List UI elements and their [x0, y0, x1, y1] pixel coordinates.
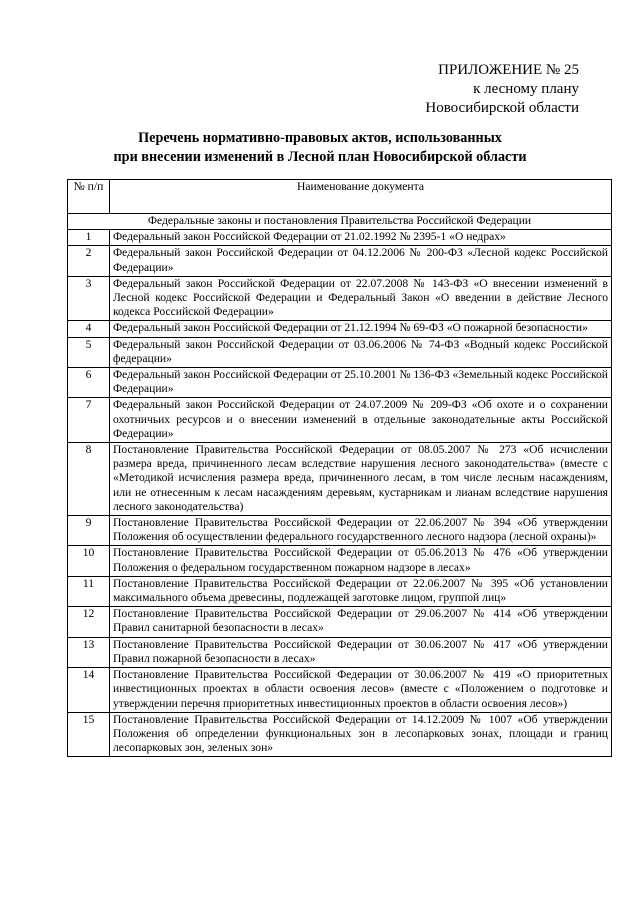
row-number: 7 [68, 398, 110, 443]
table-row [68, 230, 612, 246]
table-row [68, 607, 612, 637]
section-title: Федеральные законы и постановления Правительства Российской Федерации [68, 214, 612, 230]
appendix-to: к лесному плану [473, 81, 579, 97]
row-number: 2 [68, 246, 110, 276]
row-document-name: Федеральный закон Российской Федерации от 21.12.1994 № 69-ФЗ «О пожарной безопасности» [110, 321, 612, 337]
appendix-number: ПРИЛОЖЕНИЕ № 25 [438, 62, 579, 78]
row-number: 13 [68, 637, 110, 667]
row-number: 1 [68, 230, 110, 246]
row-number: 9 [68, 516, 110, 546]
table-row [68, 576, 612, 606]
row-number: 5 [68, 337, 110, 367]
table-row [68, 368, 612, 398]
table-row [68, 712, 612, 757]
row-document-name: Федеральный закон Российской Федерации от 24.07.2009 № 209-ФЗ «Об охоте и о сохранении охотничьих ресурсов и о внесении изменений в отдельные законодательные акты Российской Федерации» [110, 398, 612, 443]
table-row [68, 637, 612, 667]
table-row [68, 668, 612, 713]
row-number: 10 [68, 546, 110, 576]
title-line-2: при внесении изменений в Лесной план Новосибирской области [113, 149, 527, 165]
row-number: 11 [68, 576, 110, 606]
row-document-name: Федеральный закон Российской Федерации от 03.06.2006 № 74-ФЗ «Водный кодекс Российской федерации» [110, 337, 612, 367]
row-document-name: Постановление Правительства Российской Федерации от 05.06.2013 № 476 «Об утверждении Положения о федеральном государственном пожарном надзоре в лесах» [110, 546, 612, 576]
table-row [68, 246, 612, 276]
row-document-name: Постановление Правительства Российской Федерации от 14.12.2009 № 1007 «Об утверждении Положения об определении функциональных зон в лесопарковых зонах, площади и границ лесопарковых зон, зеленых зон» [110, 712, 612, 757]
row-document-name: Федеральный закон Российской Федерации от 22.07.2008 № 143-ФЗ «О внесении изменений в Лесной кодекс Российской Федерации и Федеральный Закон «О введении в действие Лесного кодекса Российской Федерации» [110, 276, 612, 321]
row-document-name: Постановление Правительства Российской Федерации от 30.06.2007 № 419 «О приоритетных инвестиционных проектах в области освоения лесов» (вместе с «Положением о подготовке и утверждении перечня приоритетных инвестиционных проектов в области освоения лесов») [110, 668, 612, 713]
row-document-name: Постановление Правительства Российской Федерации от 22.06.2007 № 394 «Об утверждении Положения об осуществлении федерального государственного лесного надзора (лесной охраны)» [110, 516, 612, 546]
section-row [68, 214, 612, 230]
row-number: 8 [68, 443, 110, 516]
row-document-name: Постановление Правительства Российской Федерации от 30.06.2007 № 417 «Об утверждении Правил пожарной безопасности в лесах» [110, 637, 612, 667]
table-row [68, 398, 612, 443]
header-number: № п/п [68, 180, 110, 214]
row-number: 12 [68, 607, 110, 637]
row-number: 14 [68, 668, 110, 713]
appendix-region: Новосибирской области [425, 100, 579, 116]
row-number: 4 [68, 321, 110, 337]
row-document-name: Постановление Правительства Российской Федерации от 08.05.2007 № 273 «Об исчислении размера вреда, причиненного лесам вследствие нарушения лесного законодательства» (вместе с «Методикой исчисления размера вреда, причиненного лесам, в том числе лесным насаждениям, или не отнесенным к лесам насаждениям деревьям, кустарникам и лианам вследствие нарушения лесного законодательства) [110, 443, 612, 516]
table-row [68, 546, 612, 576]
table-row [68, 276, 612, 321]
title-line-1: Перечень нормативно-правовых актов, использованных [138, 130, 502, 146]
table-row [68, 337, 612, 367]
row-number: 3 [68, 276, 110, 321]
table-row [68, 443, 612, 516]
row-document-name: Федеральный закон Российской Федерации от 25.10.2001 № 136-ФЗ «Земельный кодекс Российской Федерации» [110, 368, 612, 398]
row-document-name: Постановление Правительства Российской Федерации от 22.06.2007 № 395 «Об установлении максимального объема древесины, подлежащей заготовке лицом, группой лиц» [110, 576, 612, 606]
row-number: 6 [68, 368, 110, 398]
table-row [68, 516, 612, 546]
document-title [0, 129, 640, 167]
row-document-name: Федеральный закон Российской Федерации от 04.12.2006 № 200-ФЗ «Лесной кодекс Российской Федерации» [110, 246, 612, 276]
appendix-block [425, 61, 579, 118]
row-number: 15 [68, 712, 110, 757]
header-name: Наименование документа [110, 180, 612, 214]
documents-table [67, 179, 612, 757]
table-header-row [68, 180, 612, 214]
row-document-name: Федеральный закон Российской Федерации от 21.02.1992 № 2395-1 «О недрах» [110, 230, 612, 246]
table-row [68, 321, 612, 337]
row-document-name: Постановление Правительства Российской Федерации от 29.06.2007 № 414 «Об утверждении Правил санитарной безопасности в лесах» [110, 607, 612, 637]
